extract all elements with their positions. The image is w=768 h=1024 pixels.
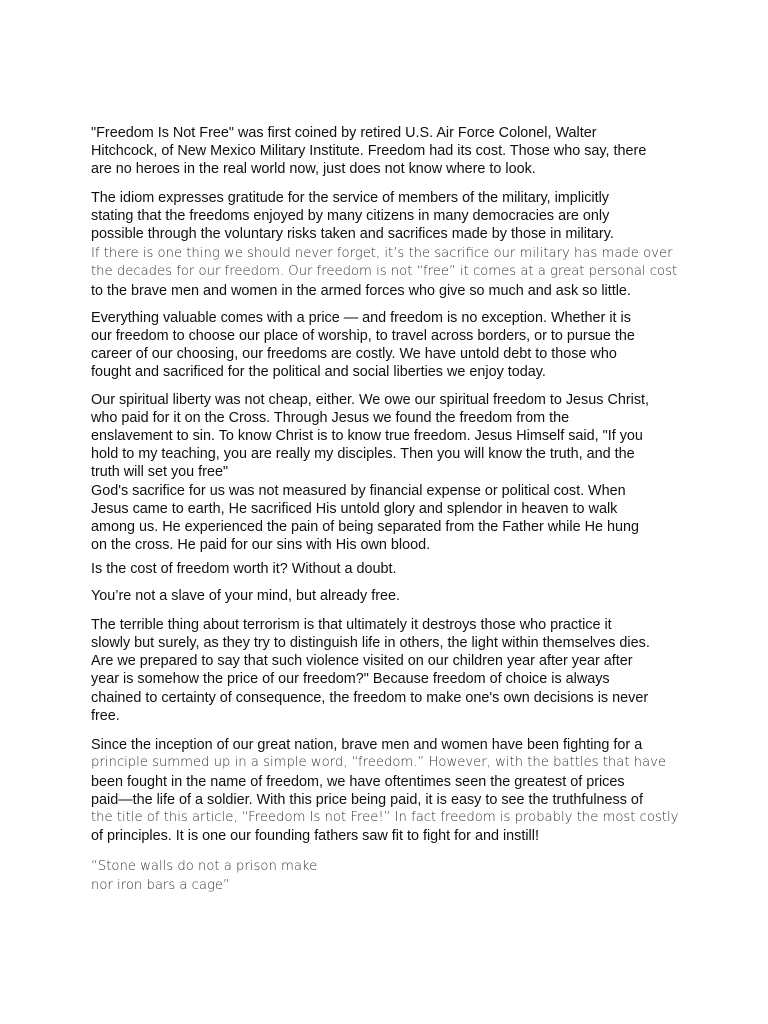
text-line: hold to my teaching, you are really my disciples. Then you will know the truth, and the — [91, 446, 635, 463]
paragraph-spiritual-liberty — [91, 391, 686, 555]
text-line: the title of this article, “Freedom Is not Free!” In fact freedom is probably the most costly — [91, 809, 679, 825]
text-line: Is the cost of freedom worth it? Without a doubt. — [91, 561, 397, 578]
text-line: The idiom expresses gratitude for the service of members of the military, implicitly — [91, 189, 609, 206]
text-line: Our spiritual liberty was not cheap, either. We owe our spiritual freedom to Jesus Christ, — [91, 391, 650, 408]
text-line: possible through the voluntary risks taken and sacrifices made by those in military. — [91, 226, 614, 243]
paragraph-idiom — [91, 189, 686, 244]
text-line: career of our choosing, our freedoms are costly. We have untold debt to those who — [91, 346, 617, 363]
paragraph-not-a-slave — [91, 587, 686, 605]
text-line: to the brave men and women in the armed forces who give so much and ask so little. — [91, 282, 631, 299]
text-line: Since the inception of our great nation, brave men and women have been fighting for a — [91, 737, 643, 754]
text-line: nor iron bars a cage” — [91, 877, 230, 893]
paragraph-cost-worth — [91, 560, 686, 578]
text-line: If there is one thing we should never forget, it’s the sacrifice our military has made over — [91, 246, 673, 262]
text-line: truth will set you free" — [91, 464, 229, 481]
text-line: free. — [91, 707, 120, 724]
text-line: the decades for our freedom. Our freedom is not “free” it comes at a great personal cost — [91, 264, 678, 280]
text-line: fought and sacrificed for the political and social liberties we enjoy today. — [91, 364, 546, 381]
text-line: "Freedom Is Not Free" was first coined by retired U.S. Air Force Colonel, Walter — [91, 125, 597, 141]
text-line: Everything valuable comes with a price — and freedom is no exception. Whether it is — [91, 309, 631, 326]
text-line: slowly but surely, as they try to distinguish life in others, the light within themselves dies. — [91, 635, 650, 652]
text-line: been fought in the name of freedom, we have oftentimes seen the greatest of prices — [91, 773, 625, 790]
text-line: “Stone walls do not a prison make — [91, 859, 318, 875]
text-line: Jesus came to earth, He sacrificed His untold glory and splendor in heaven to walk — [91, 500, 618, 517]
text-line: paid—the life of a soldier. With this price being paid, it is easy to see the truthfulness of — [91, 791, 643, 808]
text-line: enslavement to sin. To know Christ is to know true freedom. Jesus Himself said, "If you — [91, 428, 643, 445]
text-line: You’re not a slave of your mind, but already free. — [91, 587, 401, 604]
text-line: on the cross. He paid for our sins with His own blood. — [91, 537, 431, 554]
text-line: stating that the freedoms enjoyed by many citizens in many democracies are only — [91, 207, 610, 224]
text-line: year is somehow the price of our freedom?" Because freedom of choice is always — [91, 671, 610, 688]
paragraph-terrorism — [91, 616, 686, 725]
paragraph-never-forget — [91, 245, 686, 300]
document-body — [91, 124, 686, 895]
text-line: The terrible thing about terrorism is that ultimately it destroys those who practice it — [91, 616, 612, 633]
text-line: are no heroes in the real world now, just does not know where to look. — [91, 161, 536, 178]
text-line: God's sacrifice for us was not measured by financial expense or political cost. When — [91, 482, 626, 499]
paragraph-everything-valuable — [91, 309, 686, 382]
text-line: of principles. It is one our founding fathers saw fit to fight for and instill! — [91, 828, 539, 845]
text-line: Hitchcock, of New Mexico Military Institute. Freedom had its cost. Those who say, there — [91, 143, 647, 160]
text-line: among us. He experienced the pain of being separated from the Father while He hung — [91, 519, 639, 536]
text-line: our freedom to choose our place of worship, to travel across borders, or to pursue the — [91, 328, 635, 345]
text-line: who paid for it on the Cross. Through Jesus we found the freedom from the — [91, 409, 570, 426]
text-line: chained to certainty of consequence, the freedom to make one's own decisions is never — [91, 689, 649, 706]
text-line: Are we prepared to say that such violence visited on our children year after year after — [91, 653, 633, 670]
paragraph-inception — [91, 736, 686, 845]
text-line: principle summed up in a simple word, “freedom.” However, with the battles that have — [91, 755, 667, 771]
paragraph-quote — [91, 858, 686, 894]
paragraph-origin — [91, 124, 686, 179]
